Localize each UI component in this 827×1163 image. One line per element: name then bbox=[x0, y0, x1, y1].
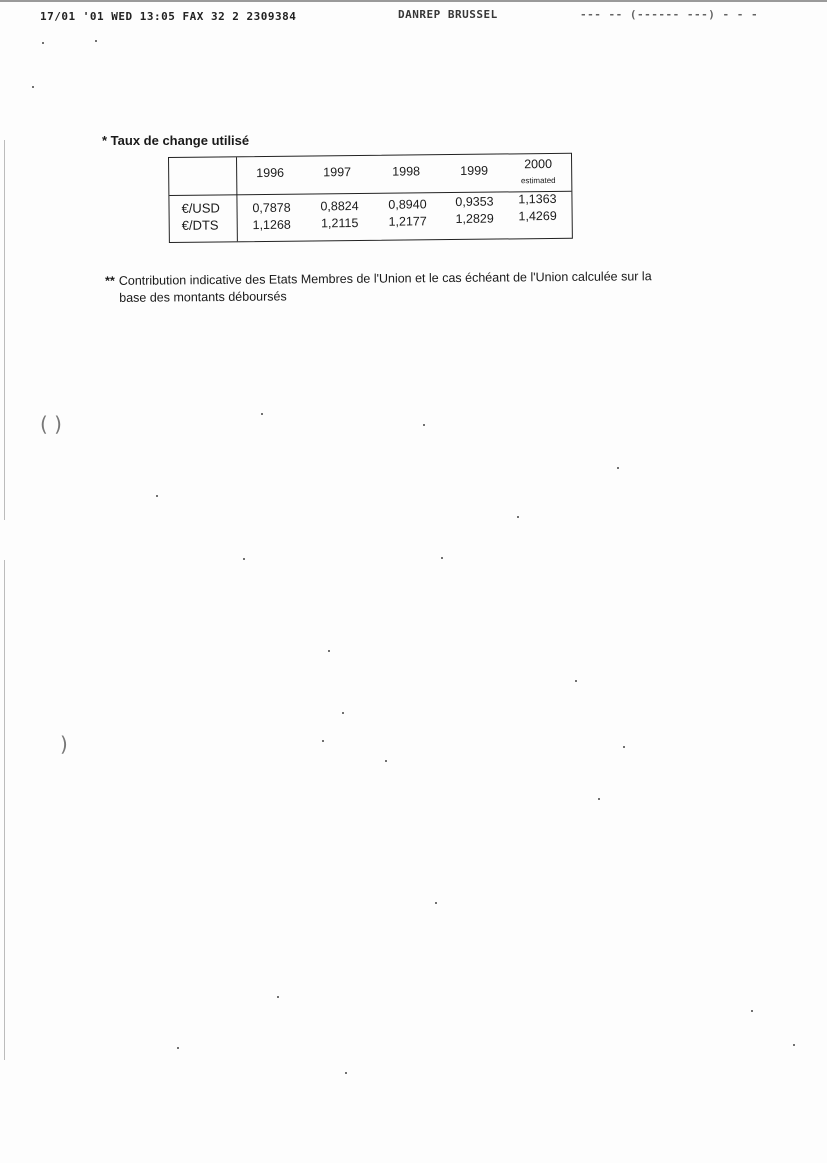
punch-hole-mark: ( ) bbox=[40, 412, 62, 436]
scan-speck bbox=[243, 558, 245, 560]
year-header-2000: 2000 bbox=[524, 156, 553, 172]
table-cell: 1,2829 bbox=[455, 211, 494, 226]
table-cell: 1,1363 bbox=[518, 191, 557, 207]
table-cell: 1,1268 bbox=[252, 217, 291, 233]
footnote-line-2: base des montants déboursés bbox=[119, 289, 287, 305]
table-label-divider bbox=[236, 157, 238, 241]
footnote-marker: ** bbox=[105, 273, 115, 288]
table-cell: 1,2177 bbox=[388, 214, 427, 229]
scan-speck bbox=[617, 467, 619, 469]
scan-speck bbox=[517, 516, 519, 518]
estimated-note: estimated bbox=[520, 175, 556, 186]
scan-speck bbox=[42, 42, 44, 44]
row-label-usd: €/USD bbox=[181, 200, 220, 216]
scan-left-edge-lower bbox=[4, 560, 5, 1060]
scan-speck bbox=[156, 495, 158, 497]
scan-speck bbox=[441, 557, 443, 559]
year-header-1999: 1999 bbox=[460, 163, 489, 178]
scan-speck bbox=[345, 1072, 347, 1074]
scan-speck bbox=[322, 740, 324, 742]
scan-speck bbox=[435, 902, 437, 904]
scan-left-edge bbox=[4, 140, 5, 520]
scan-speck bbox=[423, 424, 425, 426]
year-header-1996: 1996 bbox=[256, 165, 285, 181]
scan-speck bbox=[177, 1047, 179, 1049]
scan-speck bbox=[751, 1010, 753, 1012]
exchange-rate-table bbox=[168, 153, 573, 243]
table-cell: 0,7878 bbox=[252, 200, 291, 216]
scan-speck bbox=[342, 712, 344, 714]
punch-hole-mark-lower: ) bbox=[60, 732, 68, 756]
scan-speck bbox=[385, 760, 387, 762]
table-cell: 0,9353 bbox=[455, 194, 494, 209]
scan-top-edge bbox=[0, 0, 827, 2]
fax-header-info: 17/01 '01 WED 13:05 FAX 32 2 2309384 bbox=[40, 10, 297, 23]
table-cell: 1,2115 bbox=[320, 216, 359, 231]
contribution-footnote bbox=[105, 268, 705, 307]
scan-speck bbox=[277, 996, 279, 998]
scan-speck bbox=[261, 413, 263, 415]
scan-speck bbox=[575, 680, 577, 682]
year-header-1997: 1997 bbox=[323, 165, 352, 180]
scan-speck bbox=[328, 650, 330, 652]
table-cell: 0,8940 bbox=[388, 197, 427, 212]
table-cell: 0,8824 bbox=[320, 199, 359, 214]
table-cell: 1,4269 bbox=[518, 208, 557, 224]
scan-speck bbox=[598, 798, 600, 800]
row-label-dts: €/DTS bbox=[181, 217, 219, 233]
footnote-line-1: Contribution indicative des Etats Membres de l'Union et le cas échéant de l'Union calculée sur la bbox=[118, 269, 652, 288]
scan-speck bbox=[32, 86, 34, 88]
scan-speck bbox=[623, 746, 625, 748]
fax-header-sender: DANREP BRUSSEL bbox=[398, 8, 498, 21]
scan-speck bbox=[793, 1044, 795, 1046]
scan-speck bbox=[95, 40, 97, 42]
year-header-1998: 1998 bbox=[392, 164, 421, 179]
exchange-rate-heading: * Taux de change utilisé bbox=[102, 133, 250, 148]
fax-header-page: --- -- (------ ---) - - - bbox=[580, 8, 759, 21]
